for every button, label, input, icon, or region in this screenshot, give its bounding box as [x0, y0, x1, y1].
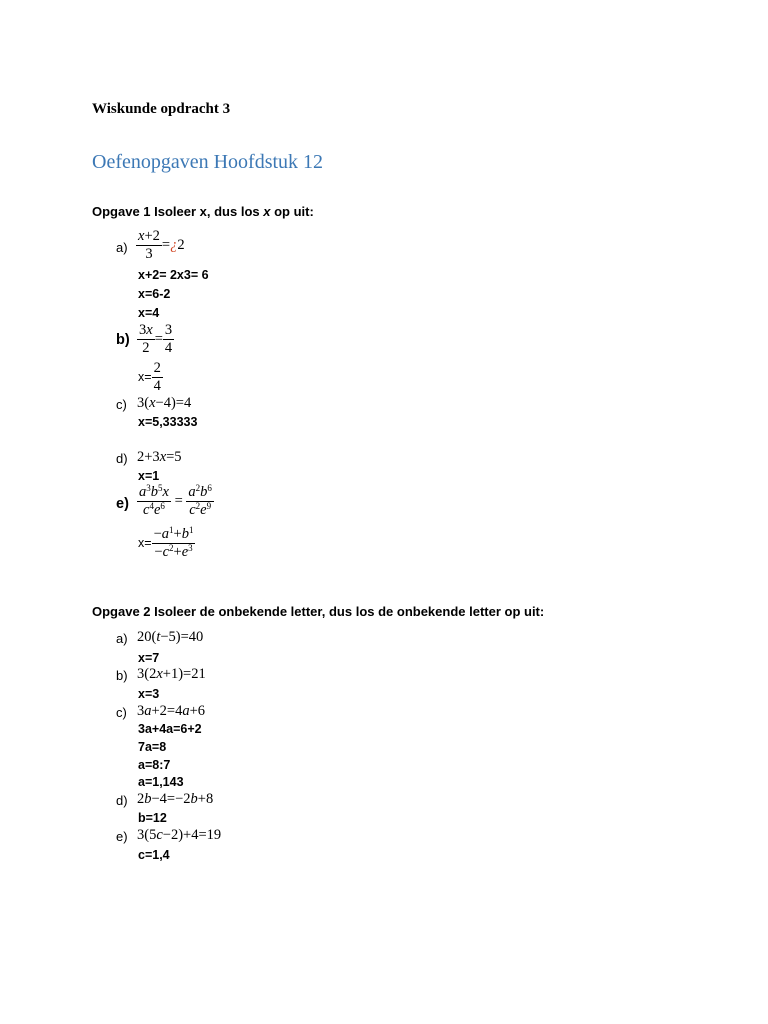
answer-1c: x=5,33333 [138, 415, 198, 429]
item-label-2e: e) [116, 829, 128, 844]
answer-2a: x=7 [138, 651, 160, 665]
section-heading: Oefenopgaven Hoofdstuk 12 [92, 151, 324, 173]
answer-1a-line-2: x=6-2 [138, 287, 171, 301]
opgave-1-intro: Opgave 1 Isoleer x, dus los x op uit: [92, 204, 314, 219]
answer-1e: x= $\frac{-a^1+b^1}{-c^2+e^3}$ [138, 525, 194, 561]
answer-1a-line-3: x=4 [138, 306, 160, 320]
answer-2b: x=3 [138, 687, 160, 701]
answer-2c-line-3: a=8:7 [138, 758, 171, 772]
equation-1a: $\frac{x+2}{3}$ =¿2 [138, 228, 185, 263]
answer-1b: x= $\frac{2}{4}$ [138, 360, 161, 395]
document-title: Wiskunde opdracht 3 [92, 101, 231, 117]
item-label-2b: b) [116, 668, 128, 683]
item-label-1e: e) [116, 496, 129, 512]
item-label-2a: a) [116, 631, 128, 646]
answer-2c-line-1: 3a+4a=6+2 [138, 722, 202, 736]
equation-1e: $\frac{a^3b^5x}{c^4e^6}$ = $\frac{a^2b^6}{c^2e^9}$ [139, 483, 212, 519]
answer-1a-line-1: x+2= 2x3= 6 [138, 268, 209, 282]
equation-2d: 2b−4=−2b+8 [137, 791, 214, 807]
equation-1c: 3(x−4)=4 [137, 395, 192, 411]
item-label-2c: c) [116, 705, 127, 720]
item-label-1b: b) [116, 332, 130, 348]
opgave-2-intro: Opgave 2 Isoleer de onbekende letter, dus los de onbekende letter op uit: [92, 604, 545, 619]
item-label-1d: d) [116, 451, 128, 466]
equation-2a: 20(t−5)=40 [137, 629, 204, 645]
equation-2b: 3(2x+1)=21 [137, 666, 206, 682]
equation-1b: $\frac{3x}{2}$ = $\frac{3}{4}$ [139, 322, 173, 357]
item-label-1c: c) [116, 397, 127, 412]
equation-1d: 2+3x=5 [137, 449, 182, 465]
answer-1d: x=1 [138, 469, 160, 483]
answer-2e: c=1,4 [138, 848, 170, 862]
item-label-2d: d) [116, 793, 128, 808]
answer-2c-line-4: a=1,143 [138, 775, 184, 789]
equation-2e: 3(5c−2)+4=19 [137, 827, 222, 843]
equation-2c: 3a+2=4a+6 [137, 703, 206, 719]
item-label-1a: a) [116, 240, 128, 255]
answer-2d: b=12 [138, 811, 167, 825]
answer-2c-line-2: 7a=8 [138, 740, 167, 754]
